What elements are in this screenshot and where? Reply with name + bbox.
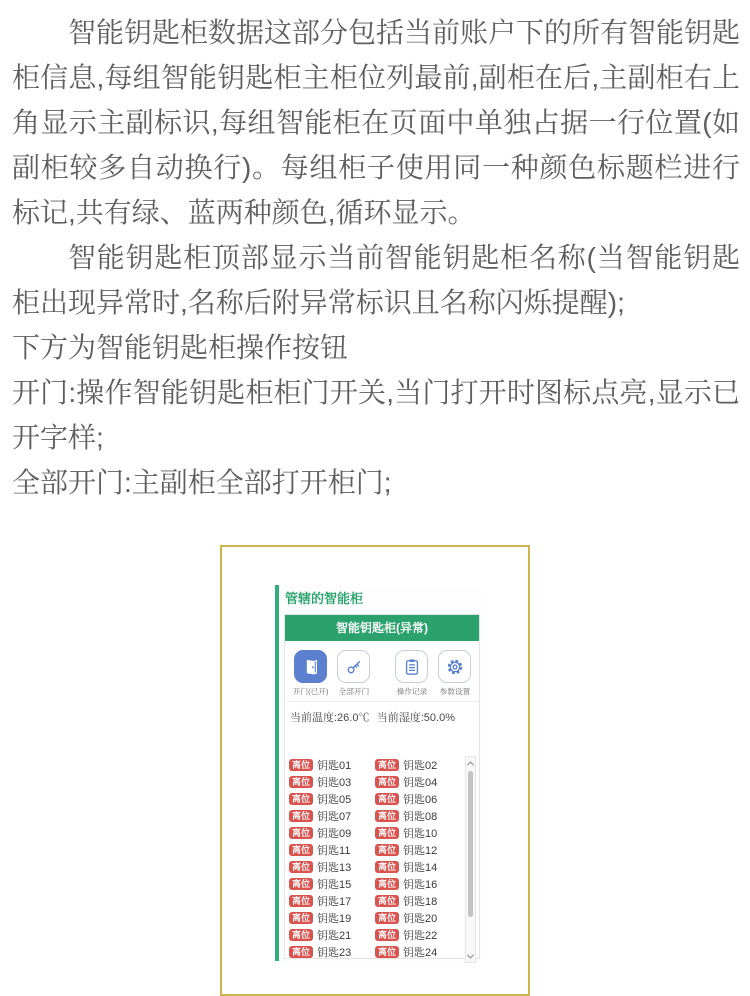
status-badge: 离位 bbox=[375, 861, 399, 873]
settings-button[interactable] bbox=[438, 650, 471, 683]
key-list-area bbox=[285, 758, 479, 970]
key-list-item bbox=[375, 945, 461, 958]
key-name: 钥匙23 bbox=[317, 946, 352, 959]
key-name: 钥匙20 bbox=[403, 912, 438, 925]
key-name: 钥匙16 bbox=[403, 878, 438, 891]
key-name: 钥匙18 bbox=[403, 895, 438, 908]
key-list-item bbox=[375, 809, 461, 822]
status-badge: 离位 bbox=[289, 895, 313, 907]
action-settings[interactable] bbox=[433, 650, 476, 697]
chevron-up-icon bbox=[467, 761, 474, 768]
status-badge: 离位 bbox=[289, 776, 313, 788]
key-name: 钥匙02 bbox=[403, 759, 438, 772]
key-list-item bbox=[289, 809, 375, 822]
key-name: 钥匙07 bbox=[317, 810, 352, 823]
key-list-item bbox=[289, 843, 375, 856]
status-badge: 离位 bbox=[289, 929, 313, 941]
paragraph: 全部开门:主副柜全部打开柜门; bbox=[12, 467, 392, 498]
key-list-item bbox=[289, 860, 375, 873]
environment-row bbox=[285, 702, 479, 729]
key-list-item bbox=[375, 792, 461, 805]
key-name: 钥匙09 bbox=[317, 827, 352, 840]
key-name: 钥匙19 bbox=[317, 912, 352, 925]
scrollbar[interactable] bbox=[465, 756, 476, 963]
record-log-icon bbox=[402, 657, 422, 677]
status-badge: 离位 bbox=[375, 827, 399, 839]
scroll-down-button[interactable] bbox=[466, 950, 475, 962]
key-list-item bbox=[375, 843, 461, 856]
chevron-down-icon bbox=[467, 951, 474, 958]
key-icon bbox=[344, 657, 364, 677]
key-name: 钥匙15 bbox=[317, 878, 352, 891]
key-name: 钥匙05 bbox=[317, 793, 352, 806]
action-open-door[interactable] bbox=[289, 650, 332, 697]
action-label: 操作记录 bbox=[396, 687, 427, 696]
open-door-button[interactable] bbox=[294, 650, 327, 683]
settings-gear-icon bbox=[445, 657, 465, 677]
cabinet-card bbox=[284, 614, 480, 959]
status-badge: 离位 bbox=[375, 844, 399, 856]
status-badge: 离位 bbox=[289, 844, 313, 856]
status-badge: 离位 bbox=[289, 946, 313, 958]
key-list-item bbox=[375, 894, 461, 907]
key-list-item bbox=[289, 928, 375, 941]
status-badge: 离位 bbox=[375, 912, 399, 924]
status-badge: 离位 bbox=[375, 946, 399, 958]
key-name: 钥匙12 bbox=[403, 844, 438, 857]
status-badge: 离位 bbox=[375, 793, 399, 805]
key-list-item bbox=[289, 877, 375, 890]
key-name: 钥匙13 bbox=[317, 861, 352, 874]
key-name: 钥匙08 bbox=[403, 810, 438, 823]
key-list-item bbox=[375, 775, 461, 788]
paragraph: 开门:操作智能钥匙柜柜门开关,当门打开时图标点亮,显示已开字样; bbox=[12, 377, 740, 453]
scrollbar-thumb[interactable] bbox=[468, 771, 473, 917]
green-accent-bar bbox=[275, 585, 279, 961]
open-all-button[interactable] bbox=[337, 650, 370, 683]
key-list-item bbox=[289, 911, 375, 924]
key-list-item bbox=[289, 792, 375, 805]
door-open-icon bbox=[301, 657, 321, 677]
key-name: 钥匙17 bbox=[317, 895, 352, 908]
key-name: 钥匙11 bbox=[317, 844, 351, 857]
status-badge: 离位 bbox=[289, 793, 313, 805]
section-title: 管辖的智能柜 bbox=[285, 591, 364, 606]
temperature-label: 当前温度:26.0℃ bbox=[290, 712, 370, 724]
key-list-item bbox=[375, 877, 461, 890]
action-operation-log[interactable] bbox=[390, 650, 433, 697]
action-open-all[interactable] bbox=[332, 650, 375, 697]
action-label: 全部开门 bbox=[338, 687, 369, 696]
key-list-item bbox=[375, 928, 461, 941]
key-grid bbox=[285, 758, 479, 958]
key-cabinet-screenshot bbox=[275, 585, 481, 961]
status-badge: 离位 bbox=[375, 759, 399, 771]
status-badge: 离位 bbox=[289, 759, 313, 771]
status-badge: 离位 bbox=[289, 810, 313, 822]
status-badge: 离位 bbox=[375, 929, 399, 941]
key-list-item bbox=[375, 911, 461, 924]
key-list-item bbox=[375, 860, 461, 873]
figure-frame bbox=[220, 545, 530, 996]
status-badge: 离位 bbox=[375, 810, 399, 822]
status-badge: 离位 bbox=[375, 895, 399, 907]
status-badge: 离位 bbox=[289, 861, 313, 873]
key-list-item bbox=[289, 945, 375, 958]
key-list-item bbox=[375, 826, 461, 839]
key-name: 钥匙14 bbox=[403, 861, 438, 874]
key-list-item bbox=[375, 758, 461, 771]
action-label: 开门(已开) bbox=[292, 687, 329, 696]
key-list-item bbox=[289, 826, 375, 839]
status-badge: 离位 bbox=[289, 912, 313, 924]
cabinet-name-header: 智能钥匙柜(异常) bbox=[285, 615, 479, 641]
actions-spacer bbox=[375, 650, 390, 697]
operation-log-button[interactable] bbox=[395, 650, 428, 683]
status-badge: 离位 bbox=[375, 878, 399, 890]
key-name: 钥匙01 bbox=[317, 759, 352, 772]
humidity-label: 当前湿度:50.0% bbox=[376, 712, 455, 724]
key-name: 钥匙24 bbox=[403, 946, 438, 959]
status-badge: 离位 bbox=[375, 776, 399, 788]
scroll-up-button[interactable] bbox=[466, 757, 475, 769]
paragraph: 智能钥匙柜数据这部分包括当前账户下的所有智能钥匙柜信息,每组智能钥匙柜主柜位列最前,副柜在后,主副柜右上角显示主副标识,每组智能柜在页面中单独占据一行位置(如副柜较多自动换行)。每组柜子使用同一种颜色标题栏进行标记,共有绿、蓝两种颜色,循环显示。 bbox=[12, 17, 741, 228]
key-list-item bbox=[289, 775, 375, 788]
key-name: 钥匙04 bbox=[403, 776, 438, 789]
cabinet-actions bbox=[285, 641, 479, 697]
paragraph: 智能钥匙柜顶部显示当前智能钥匙柜名称(当智能钥匙柜出现异常时,名称后附异常标识且名称闪烁提醒); bbox=[12, 242, 740, 318]
paragraph: 下方为智能钥匙柜操作按钮 bbox=[12, 332, 349, 363]
key-name: 钥匙03 bbox=[317, 776, 352, 789]
action-label: 参数设置 bbox=[439, 687, 470, 696]
key-name: 钥匙06 bbox=[403, 793, 438, 806]
key-name: 钥匙10 bbox=[403, 827, 438, 840]
key-name: 钥匙22 bbox=[403, 929, 438, 942]
key-name: 钥匙21 bbox=[317, 929, 352, 942]
key-list-item bbox=[289, 894, 375, 907]
status-badge: 离位 bbox=[289, 827, 313, 839]
key-list-item bbox=[289, 758, 375, 771]
status-badge: 离位 bbox=[289, 878, 313, 890]
